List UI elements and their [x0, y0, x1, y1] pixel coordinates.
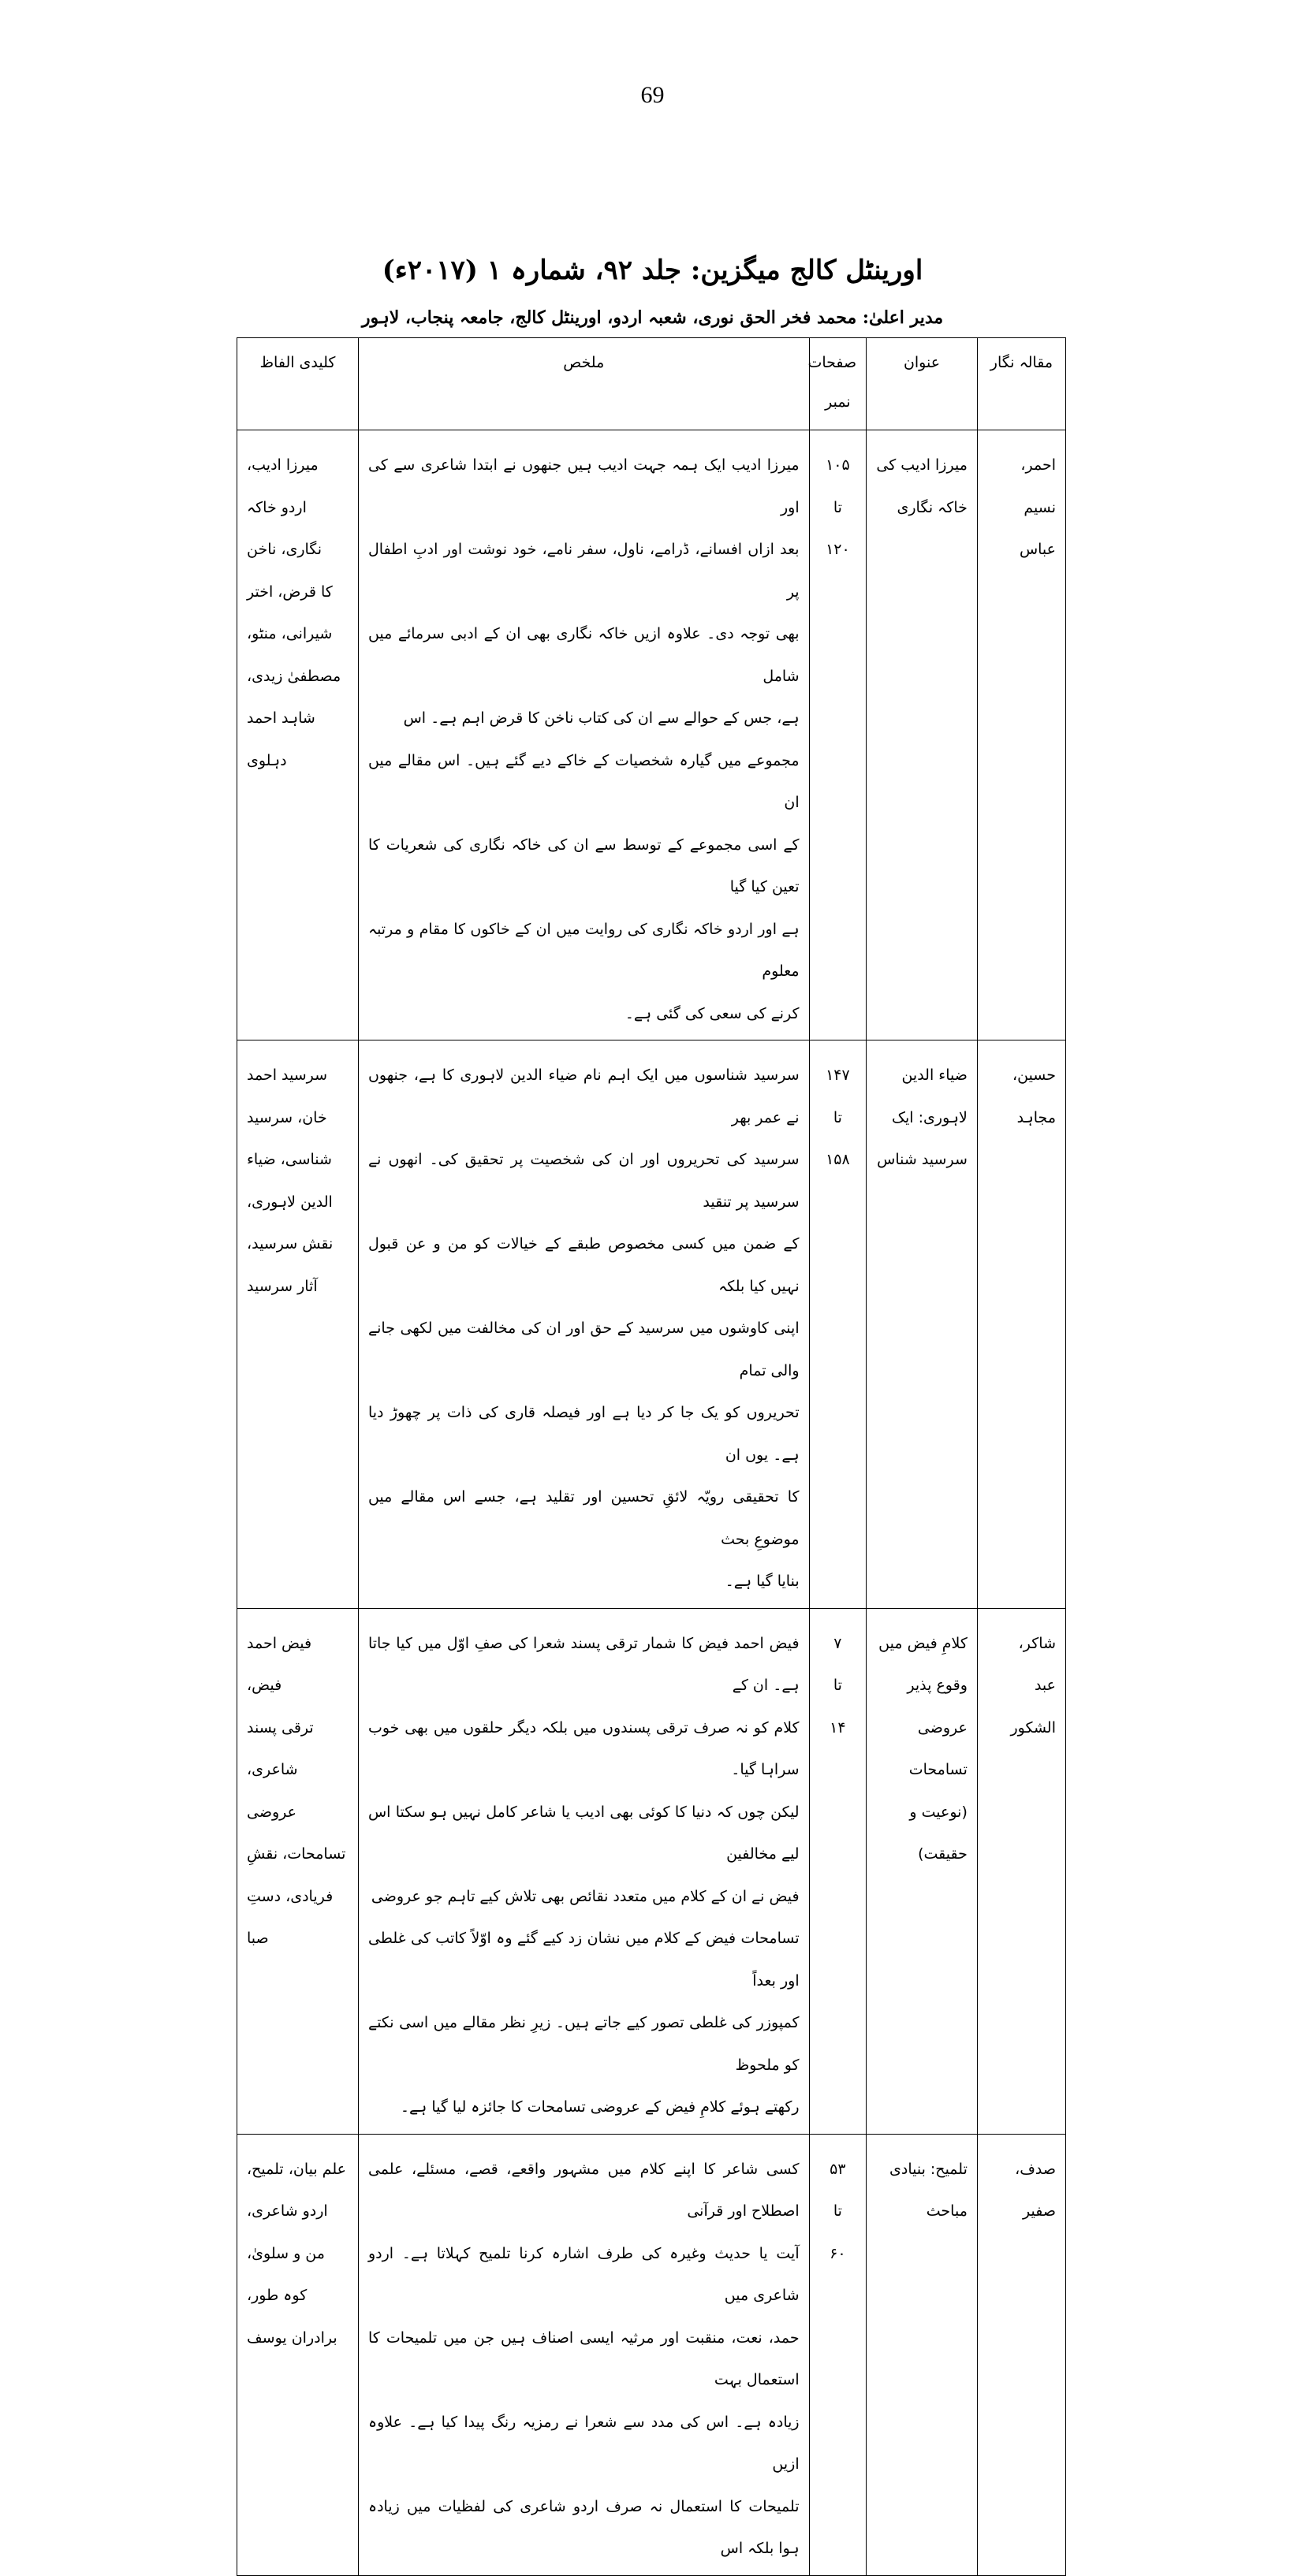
summary-line: بھی توجہ دی۔ علاوہ ازیں خاکہ نگاری بھی ان کے ادبی سرمائے میں شامل: [367, 625, 800, 685]
pages-line: تا: [833, 1677, 842, 1694]
author-cell: [977, 2134, 1065, 2575]
keywords-line: اردو خاکہ: [247, 498, 307, 516]
author-cell: [977, 1040, 1065, 1609]
keywords-line: مصطفیٰ زیدی،: [247, 667, 341, 685]
keywords-line: سرسید احمد: [247, 1067, 328, 1084]
keywords-cell: [237, 1040, 359, 1609]
summary-line: آیت یا حدیث وغیرہ کی طرف اشارہ کرنا تلمیح کہلاتا ہے۔ اردو شاعری میں: [367, 2244, 800, 2304]
keywords-line: ترقی پسند: [247, 1718, 314, 1737]
table-row: [237, 1040, 1066, 1609]
keywords-cell: [237, 2134, 359, 2575]
title-cell: [867, 430, 978, 1040]
summary-line: تسامحات فیض کے کلام میں نشان زد کیے گئے وہ اوّلاً کاتب کی غلطی اور بعداً: [367, 1930, 800, 1990]
pages-cell: [809, 1608, 867, 2134]
title-line: وقوع پذیر عروضی: [907, 1677, 968, 1737]
summary-line: میرزا ادیب ایک ہمہ جہت ادیب ہیں جنھوں نے ابتدا شاعری سے کی اور: [367, 456, 800, 516]
summary-line: تحریروں کو یک جا کر دیا ہے اور فیصلہ قاری کی ذات پر چھوڑ دیا ہے۔ یوں ان: [367, 1404, 800, 1464]
summary-line: کے اسی مجموعے کے توسط سے ان کی خاکہ نگاری کی شعریات کا تعین کیا گیا: [367, 836, 800, 895]
keywords-line: شناسی، ضیاء: [247, 1151, 332, 1168]
summary-line: بعد ازاں افسانے، ڈرامے، ناول، سفر نامے، خود نوشت اور ادبِ اطفال پر: [367, 541, 800, 601]
author-line: شاکر،: [1018, 1634, 1056, 1652]
header-summary: ملخص: [358, 338, 809, 430]
summary-line: سرسید شناسوں میں ایک اہم نام ضیاء الدین لاہوری کا ہے، جنھوں نے عمر بھر: [367, 1067, 800, 1126]
author-cell: [977, 430, 1065, 1040]
title-line: ضیاء الدین: [901, 1067, 968, 1084]
page-number: 69: [640, 82, 665, 108]
author-line: صدف،: [1015, 2160, 1056, 2178]
summary-line: کمپوزر کی غلطی تصور کیے جاتے ہیں۔ زیرِ نظر مقالے میں اسی نکتے کو ملحوظ: [367, 2014, 800, 2074]
editor-line: مدیر اعلیٰ: محمد فخر الحق نوری، شعبہ اردو، اورینٹل کالج، جامعہ پنجاب، لاہور: [361, 307, 944, 328]
pages-line: تا: [833, 498, 842, 516]
header-keywords: کلیدی الفاظ: [237, 338, 359, 430]
title-line: سرسید شناس: [877, 1151, 968, 1168]
table-row: [237, 2134, 1066, 2575]
title-cell: [867, 2134, 978, 2575]
pages-line: ۱۴۷: [826, 1067, 850, 1084]
header-pages-line: نمبر: [825, 393, 851, 411]
keywords-cell: [237, 1608, 359, 2134]
keywords-line: الدین لاہوری،: [247, 1193, 333, 1211]
keywords-line: نگاری، ناخن: [247, 541, 323, 558]
pages-line: تا: [833, 1108, 842, 1126]
author-cell: [977, 1608, 1065, 2134]
title-line: میرزا ادیب کی: [876, 456, 968, 474]
keywords-line: فریادی، دستِ: [247, 1887, 334, 1905]
title-line: تسامحات (نوعیت و: [908, 1761, 968, 1821]
summary-line: فیض نے ان کے کلام میں متعدد نقائص بھی تلاش کیے تاہم جو عروضی: [371, 1887, 800, 1905]
summary-line: کرنے کی سعی کی گئی ہے۔: [625, 1004, 800, 1022]
summary-cell: [358, 1608, 809, 2134]
author-line: احمر، نسیم: [1020, 456, 1056, 516]
table-row: [237, 430, 1066, 1040]
summary-line: حمد، نعت، منقبت اور مرثیہ ایسی اصناف ہیں جن میں تلمیحات کا استعمال بہت: [367, 2328, 800, 2388]
header-author: مقالہ نگار: [977, 338, 1065, 430]
keywords-line: خان، سرسید: [247, 1108, 327, 1126]
summary-line: ہے، جس کے حوالے سے ان کی کتاب ناخن کا قرض اہم ہے۔ اس: [403, 709, 800, 727]
author-line: صفیر: [1023, 2202, 1056, 2220]
keywords-cell: [237, 430, 359, 1040]
title-cell: [867, 1040, 978, 1609]
summary-line: کسی شاعر کا اپنے کلام میں مشہور واقعے، قصے، مسئلے، علمی اصطلاح اور قرآنی: [367, 2160, 800, 2220]
articles-table: [237, 337, 1066, 2576]
pages-line: ۱۵۸: [826, 1151, 850, 1168]
title-line: لاہوری: ایک: [892, 1108, 968, 1126]
title-line: کلامِ فیض میں: [878, 1634, 968, 1652]
title-line: خاکہ نگاری: [897, 498, 968, 516]
summary-line: تلمیحات کا استعمال نہ صرف اردو شاعری کی لفظیات میں زیادہ ہوا بلکہ اس: [367, 2497, 800, 2557]
author-line: عبد الشکور: [1010, 1677, 1056, 1737]
pages-line: ۵۳: [830, 2160, 846, 2178]
pages-cell: [809, 2134, 867, 2575]
header-pages: [809, 338, 867, 430]
table-header-row: [237, 338, 1066, 430]
pages-cell: [809, 1040, 867, 1609]
keywords-line: تسامحات، نقشِ: [247, 1845, 346, 1863]
keywords-line: کا قرض، اختر: [247, 583, 333, 601]
summary-line: کے ضمن میں کسی مخصوص طبقے کے خیالات کو من و عن قبول نہیں کیا بلکہ: [367, 1235, 800, 1295]
summary-cell: [358, 2134, 809, 2575]
summary-line: لیکن چوں کہ دنیا کا کوئی بھی ادیب یا شاعر کامل نہیں ہو سکتا اس لیے مخالفین: [367, 1803, 800, 1863]
summary-line: ہے اور اردو خاکہ نگاری کی روایت میں ان کے خاکوں کا مقام و مرتبہ معلوم: [367, 920, 800, 980]
summary-line: رکھتے ہوئے کلامِ فیض کے عروضی تسامحات کا جائزہ لیا گیا ہے۔: [400, 2098, 800, 2116]
summary-line: کلام کو نہ صرف ترقی پسندوں میں بلکہ دیگر حلقوں میں بھی خوب سراہا گیا۔: [367, 1718, 800, 1778]
keywords-line: شاہد احمد دہلوی: [247, 709, 315, 769]
keywords-line: صبا: [247, 1930, 269, 1947]
keywords-line: برادران یوسف: [247, 2328, 337, 2347]
keywords-line: شیرانی، منٹو،: [247, 625, 333, 642]
pages-line: ۶۰: [830, 2244, 846, 2262]
pages-line: تا: [833, 2202, 842, 2220]
header-title: عنوان: [867, 338, 978, 430]
keywords-line: اردو شاعری،: [247, 2202, 328, 2220]
author-line: حسین، مجاہد: [1012, 1067, 1056, 1126]
keywords-line: من و سلویٰ،: [247, 2244, 325, 2262]
keywords-line: علم بیان، تلمیح،: [247, 2160, 346, 2178]
header-pages-line: صفحات: [807, 354, 857, 371]
keywords-line: عروضی: [247, 1803, 296, 1821]
title-line: حقیقت): [918, 1845, 968, 1863]
pages-line: ۷: [833, 1634, 842, 1652]
summary-line: مجموعے میں گیارہ شخصیات کے خاکے دیے گئے ہیں۔ اس مقالے میں ان: [367, 751, 800, 811]
pages-line: ۱۰۵: [826, 456, 850, 474]
keywords-line: میرزا ادیب،: [247, 456, 319, 474]
keywords-line: کوہ طور،: [247, 2287, 308, 2304]
keywords-line: نقش سرسید،: [247, 1235, 334, 1253]
summary-line: بنایا گیا ہے۔: [725, 1573, 800, 1590]
summary-line: اپنی کاوشوں میں سرسید کے حق اور ان کی مخالفت میں لکھی جانے والی تمام: [367, 1320, 800, 1379]
pages-line: ۱۴: [830, 1718, 846, 1737]
table-body: [237, 430, 1066, 2576]
summary-cell: [358, 1040, 809, 1609]
summary-cell: [358, 430, 809, 1040]
journal-title: اورینٹل کالج میگزین: جلد ۹۲، شمارہ ۱ (۲۰۱۷ء): [382, 255, 923, 286]
title-line: مباحث: [926, 2202, 968, 2220]
summary-line: سرسید کی تحریروں اور ان کی شخصیت پر تحقیق کی۔ انھوں نے سرسید پر تنقید: [367, 1151, 800, 1211]
pages-line: ۱۲۰: [826, 541, 850, 558]
keywords-line: فیض احمد فیض،: [247, 1634, 312, 1694]
title-line: تلمیح: بنیادی: [889, 2160, 968, 2178]
summary-line: کا تحقیقی رویّہ لائقِ تحسین اور تقلید ہے، جسے اس مقالے میں موضوعِ بحث: [367, 1488, 800, 1548]
keywords-line: آثار سرسید: [247, 1277, 318, 1295]
pages-cell: [809, 430, 867, 1040]
summary-line: فیض احمد فیض کا شمار ترقی پسند شعرا کی صفِ اوّل میں کیا جاتا ہے۔ ان کے: [367, 1634, 800, 1694]
keywords-line: شاعری،: [247, 1761, 298, 1778]
table-row: [237, 1608, 1066, 2134]
title-cell: [867, 1608, 978, 2134]
summary-line: زیادہ ہے۔ اس کی مدد سے شعرا نے رمزیہ رنگ پیدا کیا ہے۔ علاوہ ازیں: [367, 2413, 800, 2473]
author-line: عباس: [1019, 541, 1056, 558]
